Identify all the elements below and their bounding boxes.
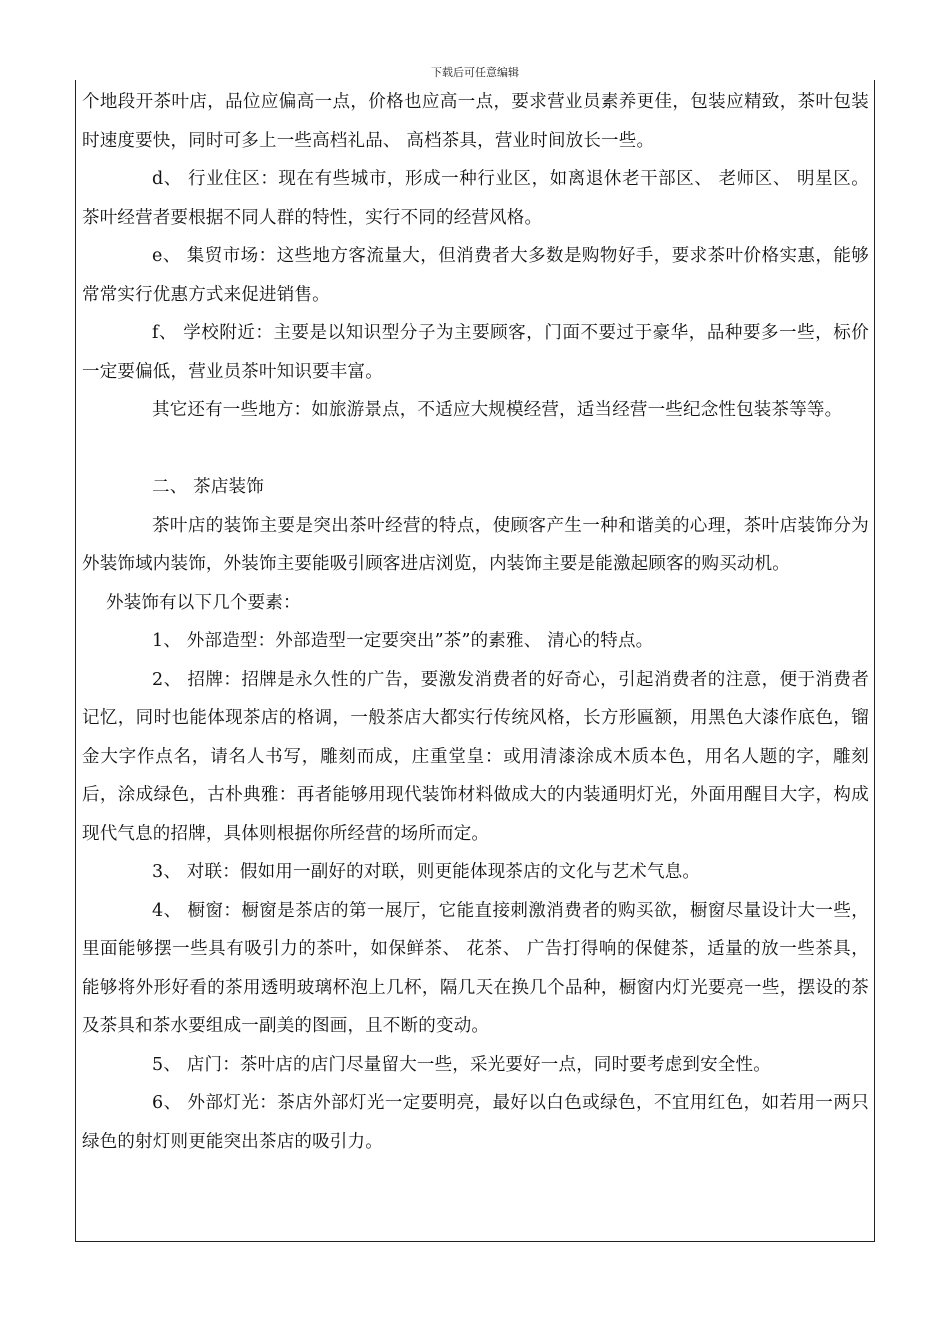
paragraph-item-d: d、 行业住区：现在有些城市，形成一种行业区，如离退休老干部区、 老师区、 明星区。茶叶经营者要根据不同人群的特性，实行不同的经营风格。 <box>82 169 869 228</box>
paragraph-decoration-intro: 茶叶店的装饰主要是突出茶叶经营的特点，使顾客产生一种和谐美的心理，茶叶店装饰分为外装饰域内装饰，外装饰主要能吸引顾客进店浏览，内装饰主要是能激起顾客的购买动机。 <box>82 515 869 574</box>
paragraph-other-places: 其它还有一些地方：如旅游景点，不适应大规模经营，适当经营一些纪念性包装茶等等。 <box>152 400 843 420</box>
paragraph-item-5: 5、 店门：茶叶店的店门尽量留大一些，采光要好一点，同时要考虑到安全性。 <box>152 1054 771 1075</box>
section-heading: 二、 茶店装饰 <box>152 477 264 497</box>
page-header: 下载后可任意编辑 <box>431 66 519 79</box>
paragraph-item-e: e、 集贸市场：这些地方客流量大，但消费者大多数是购物好手，要求茶叶价格实惠，能够常常实行优惠方式来促进销售。 <box>82 246 869 305</box>
blank-line <box>82 430 869 469</box>
paragraph-item-f: f、 学校附近：主要是以知识型分子为主要顾客，门面不要过于豪华，品种要多一些，标价一定要偏低，营业员茶叶知识要丰富。 <box>82 323 869 382</box>
paragraph-item-4: 4、 橱窗：橱窗是茶店的第一展厅，它能直接刺激消费者的购买欲，橱窗尽量设计大一些，里面能够摆一些具有吸引力的茶叶，如保鲜茶、 花茶、 广告打得响的保健茶，适量的放一些茶具，能够将外形好看的茶用透明玻璃杯泡上几杯，隔几天在换几个品种，橱窗内灯光要亮一些，摆设的茶及茶具和茶水要组成一副美的图画，且不断的变动。 <box>82 900 869 1036</box>
paragraph-item-3: 3、 对联：假如用一副好的对联，则更能体现茶店的文化与艺术气息。 <box>152 862 701 882</box>
paragraph-exterior-elements: 外装饰有以下几个要素： <box>106 592 301 613</box>
paragraph-item-2: 2、 招牌：招牌是永久性的广告，要激发消费者的好奇心，引起消费者的注意，便于消费者记忆，同时也能体现茶店的格调，一般茶店大都实行传统风格，长方形匾额，用黑色大漆作底色，镏金大字作点名，请名人书写，雕刻而成，庄重堂皇：或用清漆涂成木质本色，用名人题的字，雕刻后，涂成绿色，古朴典雅：再者能够用现代装饰材料做成大的内装通明灯光，外面用醒目大字，构成现代气息的招牌，具体则根据你所经营的场所而定。 <box>82 669 869 844</box>
paragraph-continuation: 个地段开茶叶店，品位应偏高一点，价格也应高一点，要求营业员素养更佳，包装应精致，茶叶包装时速度要快，同时可多上一些高档礼品、 高档茶具，营业时间放长一些。 <box>82 92 869 151</box>
document-body <box>82 83 869 1161</box>
paragraph-item-1: 1、 外部造型：外部造型一定要突出”茶”的素雅、 清心的特点。 <box>152 631 654 651</box>
paragraph-item-6: 6、 外部灯光：茶店外部灯光一定要明亮，最好以白色或绿色，不宜用红色，如若用一两只绿色的射灯则更能突出茶店的吸引力。 <box>82 1093 869 1152</box>
